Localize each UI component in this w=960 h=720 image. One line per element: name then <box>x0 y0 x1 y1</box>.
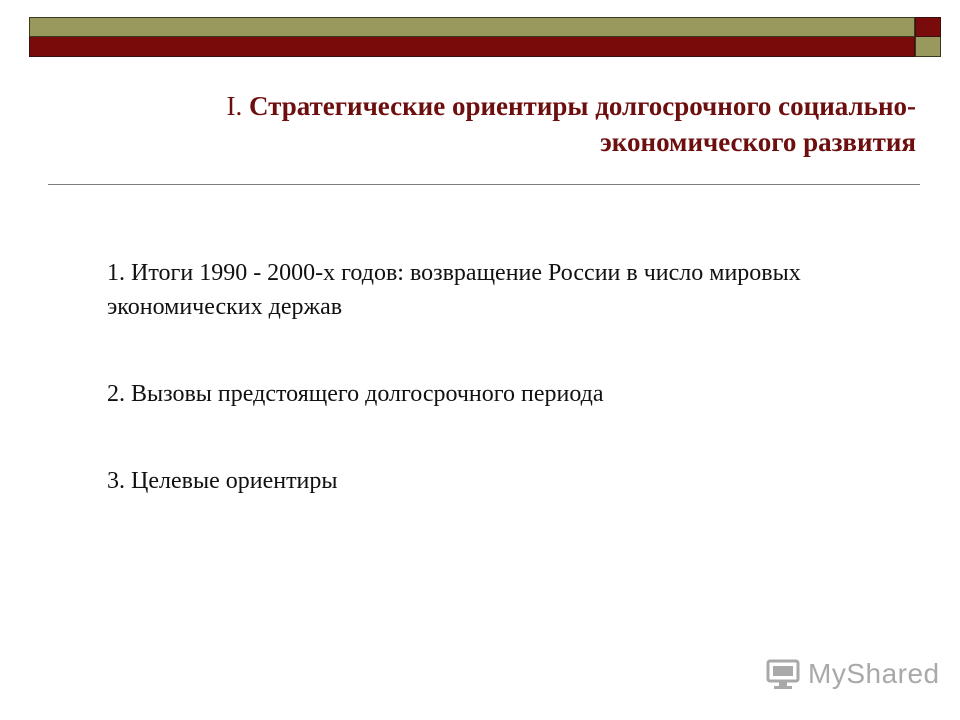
monitor-icon <box>766 657 802 691</box>
header-square-olive <box>915 37 941 57</box>
title-number: I. <box>226 91 243 121</box>
title-divider <box>48 184 920 185</box>
slide-title <box>96 88 916 160</box>
header-band-red <box>29 37 915 57</box>
list-item-3: 3. Целевые ориентиры <box>107 468 338 494</box>
title-text: Стратегические ориентиры долгосрочного социально-экономического развития <box>248 91 916 157</box>
watermark-text: MyShared <box>808 658 940 689</box>
content-list <box>107 256 867 498</box>
header-square-red <box>915 17 941 37</box>
list-item-2: 2. Вызовы предстоящего долгосрочного периода <box>107 381 604 407</box>
list-item-1: 1. Итоги 1990 - 2000-х годов: возвращение России в число мировых экономических держав <box>107 260 801 320</box>
watermark <box>766 654 940 694</box>
header-band-olive <box>29 17 915 37</box>
